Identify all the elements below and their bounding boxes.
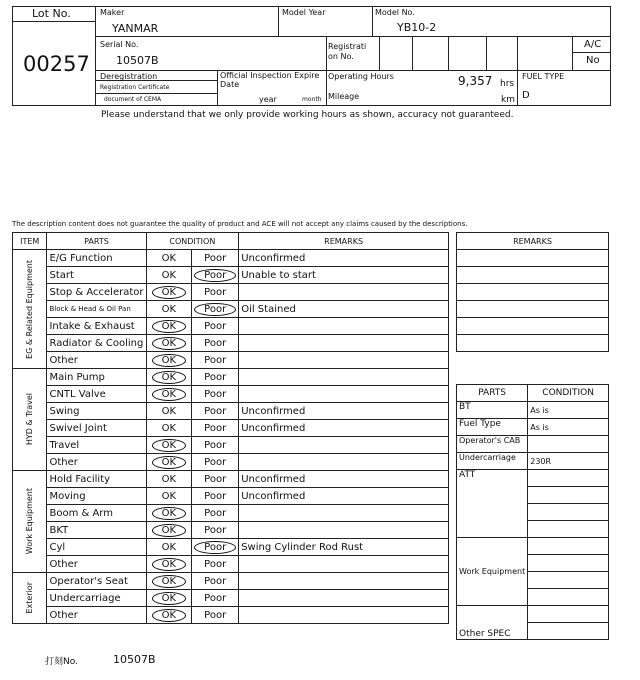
poor-text: Poor (204, 490, 227, 502)
disclaimer-text: The description content does not guarantee the quality of product and ACE will not accept any claims caused by the descriptions. (12, 220, 468, 228)
ok-cell (146, 573, 192, 590)
ok-cell (146, 420, 192, 437)
right-parts-row (457, 538, 609, 555)
year-label: year (259, 95, 277, 104)
poor-cell (192, 335, 239, 352)
ok-cell (146, 522, 192, 539)
ok-circled: OK (152, 575, 186, 588)
group-label (13, 573, 47, 624)
registration-cert-label: Registration Certificate (100, 84, 170, 91)
remark-cell (239, 573, 449, 590)
poor-cell (192, 318, 239, 335)
ok-circled: OK (152, 337, 186, 350)
right-part-name: BT (457, 402, 528, 419)
ok-text: OK (161, 303, 177, 315)
ok-cell (146, 267, 192, 284)
table-row (13, 369, 449, 386)
inspection-table (12, 232, 449, 624)
table-row (13, 267, 449, 284)
fuel-type-value: D (522, 90, 530, 101)
fuel-type-label: FUEL TYPE (522, 72, 565, 81)
remark-cell (239, 284, 449, 301)
serial-no-value: 10507B (116, 54, 159, 67)
ok-circled: OK (152, 439, 186, 452)
model-no-label: Model No. (375, 8, 415, 17)
ok-cell (146, 488, 192, 505)
ok-cell (146, 335, 192, 352)
poor-cell (192, 573, 239, 590)
part-name: Intake & Exhaust (47, 318, 146, 335)
part-name: Swing (47, 403, 146, 420)
ok-cell (146, 318, 192, 335)
part-name: Operator's Seat (47, 573, 146, 590)
group-label (13, 369, 47, 471)
ok-text: OK (161, 490, 177, 502)
ok-cell (146, 556, 192, 573)
part-name: Hold Facility (47, 471, 146, 488)
stamp-no-value: 10507B (113, 653, 156, 666)
table-row (13, 352, 449, 369)
poor-text: Poor (204, 592, 227, 604)
part-name: Radiator & Cooling (47, 335, 146, 352)
part-name: Other (47, 607, 146, 624)
remark-cell (239, 590, 449, 607)
part-name: Other (47, 352, 146, 369)
poor-circled: Poor (194, 303, 236, 316)
ok-circled: OK (152, 507, 186, 520)
ok-cell (146, 369, 192, 386)
serial-no-label: Serial No. (100, 40, 139, 49)
deregistration-label: Deregistration (100, 72, 158, 81)
remarks-header: REMARKS (239, 233, 449, 250)
remark-cell (239, 505, 449, 522)
table-row (13, 301, 449, 318)
poor-cell (192, 437, 239, 454)
remark-cell (239, 437, 449, 454)
poor-cell (192, 505, 239, 522)
poor-cell (192, 454, 239, 471)
table-row (13, 471, 449, 488)
model-year-label: Model Year (282, 8, 326, 17)
right-parts-row (457, 470, 609, 487)
poor-text: Poor (204, 371, 227, 383)
item-header: ITEM (13, 233, 47, 250)
poor-cell (192, 369, 239, 386)
ok-circled: OK (152, 320, 186, 333)
ok-cell (146, 539, 192, 556)
remark-cell (239, 522, 449, 539)
poor-cell (192, 352, 239, 369)
ac-label: A/C (584, 39, 602, 50)
poor-cell (192, 403, 239, 420)
condition-header: CONDITION (146, 233, 239, 250)
ok-cell (146, 590, 192, 607)
operating-hours-value: 9,357 (458, 74, 493, 88)
right-parts-row (457, 436, 609, 453)
header-block (12, 6, 611, 106)
table-row (13, 522, 449, 539)
right-parts-header: PARTS (457, 385, 528, 402)
ok-circled: OK (152, 524, 186, 537)
poor-text: Poor (204, 337, 227, 349)
right-condition-value (528, 606, 609, 623)
poor-text: Poor (204, 456, 227, 468)
poor-cell (192, 420, 239, 437)
maker-label: Maker (100, 8, 125, 17)
table-row (13, 590, 449, 607)
table-row (13, 454, 449, 471)
table-row (13, 335, 449, 352)
right-condition-value: As is (528, 402, 609, 419)
ok-text: OK (161, 405, 177, 417)
poor-cell (192, 267, 239, 284)
mileage-label: Mileage (328, 92, 360, 101)
inspection-header-row (13, 233, 449, 250)
poor-cell (192, 488, 239, 505)
ok-cell (146, 505, 192, 522)
poor-cell (192, 250, 239, 267)
remark-cell: Unconfirmed (239, 250, 449, 267)
remark-cell (239, 369, 449, 386)
remark-cell (239, 318, 449, 335)
ok-text: OK (161, 269, 177, 281)
remark-cell: Unconfirmed (239, 488, 449, 505)
ac-value: No (586, 55, 600, 66)
poor-circled: Poor (194, 269, 236, 282)
table-row (13, 437, 449, 454)
part-name: Other (47, 556, 146, 573)
poor-cell (192, 539, 239, 556)
right-part-name: Undercarriage (457, 453, 528, 470)
group-label (13, 471, 47, 573)
ok-text: OK (161, 252, 177, 264)
part-name: Undercarriage (47, 590, 146, 607)
ok-circled: OK (152, 354, 186, 367)
cema-label: document of CEMA (104, 96, 162, 103)
poor-cell (192, 471, 239, 488)
poor-text: Poor (204, 252, 227, 264)
group-name: HYD & Travel (25, 393, 35, 446)
right-part-name: ATT (457, 470, 528, 538)
right-remarks-panel (456, 232, 609, 352)
table-row (13, 607, 449, 624)
ok-circled: OK (152, 286, 186, 299)
lot-no-label: Lot No. (32, 7, 71, 20)
poor-circled: Poor (194, 541, 236, 554)
part-name: Cyl (47, 539, 146, 556)
right-condition-header: CONDITION (528, 385, 609, 402)
table-row (13, 539, 449, 556)
hrs-label: hrs (500, 79, 515, 89)
table-row (13, 284, 449, 301)
ok-circled: OK (152, 388, 186, 401)
ok-cell (146, 250, 192, 267)
right-parts-table (456, 384, 609, 640)
ok-text: OK (161, 422, 177, 434)
registration-label: Registrati on No. (328, 42, 367, 61)
ok-cell (146, 284, 192, 301)
poor-cell (192, 301, 239, 318)
right-condition-value: As is (528, 419, 609, 436)
remark-cell: Unconfirmed (239, 420, 449, 437)
part-name: Boom & Arm (47, 505, 146, 522)
group-label (13, 250, 47, 369)
right-parts-row (457, 402, 609, 419)
table-row (13, 505, 449, 522)
part-name: Other (47, 454, 146, 471)
remark-cell: Unable to start (239, 267, 449, 284)
poor-text: Poor (204, 286, 227, 298)
right-parts-row (457, 419, 609, 436)
remark-cell (239, 386, 449, 403)
stamp-no-label: 打刻No. (45, 657, 78, 667)
ok-cell (146, 352, 192, 369)
right-part-name: Work Equipment (457, 538, 528, 606)
lot-no-value: 00257 (23, 52, 90, 76)
ok-cell (146, 454, 192, 471)
poor-text: Poor (204, 422, 227, 434)
parts-header: PARTS (47, 233, 146, 250)
part-name: CNTL Valve (47, 386, 146, 403)
part-name: Stop & Accelerator (47, 284, 146, 301)
remark-cell: Swing Cylinder Rod Rust (239, 539, 449, 556)
remark-cell (239, 607, 449, 624)
poor-text: Poor (204, 524, 227, 536)
table-row (13, 488, 449, 505)
part-name: Moving (47, 488, 146, 505)
poor-text: Poor (204, 388, 227, 400)
km-label: km (501, 95, 515, 105)
table-row (13, 386, 449, 403)
official-inspection-label: Official Inspection Expire Date (220, 71, 320, 89)
month-label: month (302, 96, 322, 103)
right-condition-value (528, 470, 609, 487)
poor-text: Poor (204, 609, 227, 621)
right-condition-value (528, 436, 609, 453)
remark-cell: Unconfirmed (239, 471, 449, 488)
notice-text: Please understand that we only provide working hours as shown, accuracy not guaranteed. (101, 110, 514, 120)
poor-text: Poor (204, 439, 227, 451)
poor-text: Poor (204, 320, 227, 332)
remark-cell: Unconfirmed (239, 403, 449, 420)
poor-text: Poor (204, 575, 227, 587)
table-row (13, 250, 449, 267)
right-part-name: Other SPEC (457, 606, 528, 640)
operating-hours-label: Operating Hours (328, 72, 394, 81)
right-part-name: Fuel Type (457, 419, 528, 436)
right-condition-value (528, 538, 609, 555)
model-no-value: YB10-2 (397, 21, 437, 34)
remark-cell (239, 556, 449, 573)
ok-cell (146, 471, 192, 488)
ok-circled: OK (152, 558, 186, 571)
part-name: Swivel Joint (47, 420, 146, 437)
part-name: Travel (47, 437, 146, 454)
remark-cell: Oil Stained (239, 301, 449, 318)
poor-text: Poor (204, 473, 227, 485)
remark-cell (239, 454, 449, 471)
part-name: Main Pump (47, 369, 146, 386)
poor-text: Poor (204, 405, 227, 417)
right-part-name: Operator's CAB (457, 436, 528, 453)
poor-cell (192, 284, 239, 301)
poor-text: Poor (204, 558, 227, 570)
ok-cell (146, 301, 192, 318)
ok-circled: OK (152, 456, 186, 469)
ok-circled: OK (152, 371, 186, 384)
right-parts-row (457, 453, 609, 470)
poor-text: Poor (204, 354, 227, 366)
group-name: EG & Related Equipment (25, 259, 35, 359)
poor-cell (192, 556, 239, 573)
right-condition-value: 230R (528, 453, 609, 470)
group-name: Exterior (25, 582, 35, 614)
ok-circled: OK (152, 592, 186, 605)
maker-value: YANMAR (112, 22, 159, 35)
table-row (13, 573, 449, 590)
group-name: Work Equipment (25, 488, 35, 555)
right-parts-header-row (457, 385, 609, 402)
poor-cell (192, 590, 239, 607)
part-name: BKT (47, 522, 146, 539)
ok-cell (146, 437, 192, 454)
ok-cell (146, 403, 192, 420)
table-row (13, 556, 449, 573)
right-remarks-header: REMARKS (457, 233, 609, 250)
poor-cell (192, 522, 239, 539)
table-row (13, 403, 449, 420)
ok-circled: OK (152, 609, 186, 622)
table-row (13, 318, 449, 335)
poor-cell (192, 607, 239, 624)
ok-text: OK (161, 541, 177, 553)
part-name: Start (47, 267, 146, 284)
ok-cell (146, 607, 192, 624)
table-row (13, 420, 449, 437)
ok-cell (146, 386, 192, 403)
remark-cell (239, 352, 449, 369)
part-name: Block & Head & Oil Pan (47, 301, 146, 318)
ok-text: OK (161, 473, 177, 485)
poor-text: Poor (204, 507, 227, 519)
part-name: E/G Function (47, 250, 146, 267)
remark-cell (239, 335, 449, 352)
poor-cell (192, 386, 239, 403)
right-parts-row (457, 606, 609, 623)
